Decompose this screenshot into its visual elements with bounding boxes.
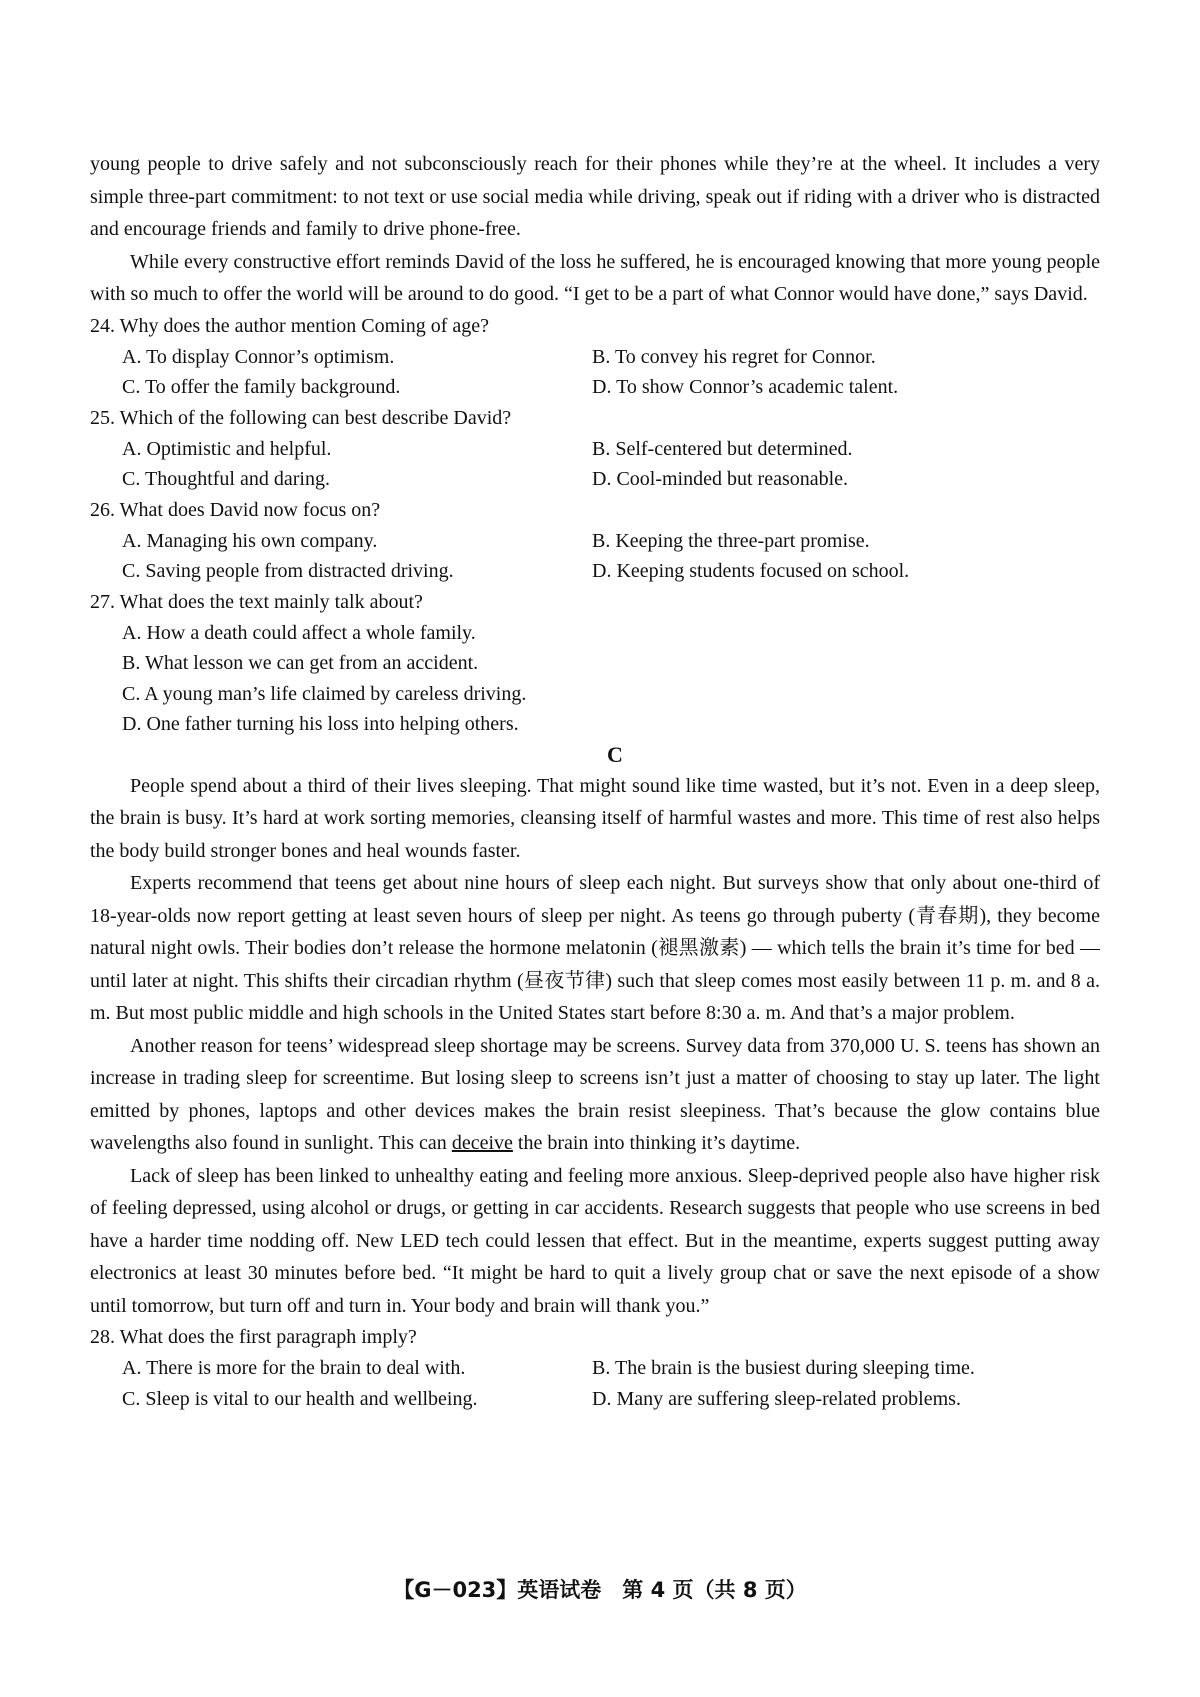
question-24 bbox=[90, 311, 1100, 403]
section-heading: C bbox=[607, 741, 623, 767]
question-stem: 25. Which of the following can best describe David? bbox=[90, 406, 512, 429]
options-list bbox=[90, 618, 1100, 740]
underlined-word: deceive bbox=[451, 1132, 513, 1154]
question-26 bbox=[90, 495, 1100, 587]
option-a[interactable]: A. Optimistic and helpful. bbox=[122, 437, 332, 460]
page-footer: 【G－023】英语试卷 第 4 页（共 8 页） bbox=[393, 1578, 807, 1602]
option-c[interactable]: C. A young man’s life claimed by careless driving. bbox=[122, 682, 527, 705]
question-stem: 27. What does the text mainly talk about? bbox=[90, 590, 423, 613]
options-grid bbox=[90, 342, 1100, 403]
option-c[interactable]: C. Thoughtful and daring. bbox=[122, 468, 330, 490]
options-grid bbox=[90, 434, 1100, 495]
option-a[interactable]: A. Managing his own company. bbox=[122, 529, 378, 552]
text-run: Another reason for teens’ widespread sleep shortage may be screens. Survey data from 370,000 U. S. teens has shown an increase in trading sleep for screentime. But losing sleep to screens isn’t just a matter of choosing to stay up later. The light emitted by phones, laptops and other devices makes the brain resist sleepiness. That’s because the glow contains blue wavelengths also found in sunlight. This can bbox=[90, 1034, 1100, 1154]
passage-c-paragraph: Lack of sleep has been linked to unhealthy eating and feeling more anxious. Sleep-deprived people also have higher risk of feeling depressed, using alcohol or drugs, or getting in car accidents. Research suggests that people who use screens in bed have a harder time nodding off. New LED tech could lessen that effect. But in the meantime, experts suggest putting away electronics at least 30 minutes before bed. “It might be hard to quit a lively group chat or save the next episode of a show until tomorrow, but turn off and turn in. Your body and brain will thank you.” bbox=[90, 1164, 1100, 1317]
option-a[interactable]: A. To display Connor’s optimism. bbox=[122, 345, 395, 368]
passage-b-paragraph: young people to drive safely and not subconsciously reach for their phones while they’re at the wheel. It includes a very simple three-part commitment: to not text or use social media while driving, speak out if riding with a driver who is distracted and encourage friends and family to drive phone-free. bbox=[90, 153, 1100, 240]
passage-b-paragraph: While every constructive effort reminds David of the loss he suffered, he is encouraged knowing that more young people with so much to offer the world will be around to do good. “I get to be a part of what Connor would have done,” says David. bbox=[90, 250, 1100, 305]
options-grid bbox=[90, 1353, 1100, 1414]
option-d[interactable]: D. Many are suffering sleep-related problems. bbox=[592, 1387, 961, 1410]
option-d[interactable]: D. To show Connor’s academic talent. bbox=[592, 376, 899, 398]
question-25 bbox=[90, 403, 1100, 495]
options-grid bbox=[90, 526, 1100, 587]
option-d[interactable]: D. Cool-minded but reasonable. bbox=[592, 468, 849, 490]
option-b[interactable]: B. What lesson we can get from an accident. bbox=[122, 652, 479, 674]
option-d[interactable]: D. One father turning his loss into helping others. bbox=[122, 713, 519, 735]
question-stem: 24. Why does the author mention Coming of age? bbox=[90, 314, 489, 337]
option-a[interactable]: A. How a death could affect a whole family. bbox=[122, 621, 476, 644]
option-c[interactable]: C. To offer the family background. bbox=[122, 376, 401, 398]
passage-c-paragraph bbox=[90, 1030, 1100, 1160]
passage-c-paragraph: People spend about a third of their lives sleeping. That might sound like time wasted, but it’s not. Even in a deep sleep, the brain is busy. It’s hard at work sorting memories, cleansing itself of harmful wastes and more. This time of rest also helps the body build stronger bones and heal wounds faster. bbox=[90, 774, 1100, 862]
passage-c-paragraph: Experts recommend that teens get about nine hours of sleep each night. But surveys show that only about one-third of 18-year-olds now report getting at least seven hours of sleep per night. As teens go through puberty (青春期), they become natural night owls. Their bodies don’t release the hormone melatonin (褪黑激素) — which tells the brain it’s time for bed — until later at night. This shifts their circadian rhythm (昼夜节律) such that sleep comes most easily between 11 p. m. and 8 a. m. But most public middle and high schools in the United States start before 8:30 a. m. And that’s a major problem. bbox=[90, 872, 1100, 1024]
option-c[interactable]: C. Sleep is vital to our health and wellbeing. bbox=[122, 1387, 478, 1410]
option-b[interactable]: B. To convey his regret for Connor. bbox=[592, 345, 876, 368]
option-b[interactable]: B. Keeping the three-part promise. bbox=[592, 529, 870, 552]
question-stem: 28. What does the first paragraph imply? bbox=[90, 1326, 417, 1348]
option-c[interactable]: C. Saving people from distracted driving. bbox=[122, 560, 454, 582]
text-run: the brain into thinking it’s daytime. bbox=[512, 1132, 801, 1154]
option-a[interactable]: A. There is more for the brain to deal with. bbox=[122, 1357, 466, 1379]
option-b[interactable]: B. The brain is the busiest during sleeping time. bbox=[592, 1357, 975, 1379]
question-stem: 26. What does David now focus on? bbox=[90, 498, 381, 521]
question-27 bbox=[90, 587, 1100, 740]
question-28 bbox=[90, 1322, 1100, 1414]
option-b[interactable]: B. Self-centered but determined. bbox=[592, 437, 853, 460]
option-d[interactable]: D. Keeping students focused on school. bbox=[592, 560, 910, 582]
